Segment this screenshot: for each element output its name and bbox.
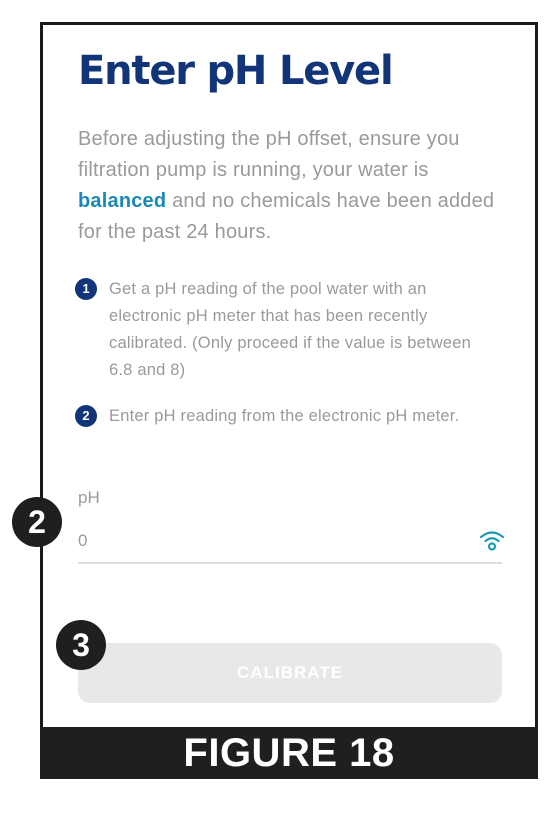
intro-text-after: and no chemicals have been added for the past 24 hours. (78, 190, 495, 243)
callout-marker-2: 2 (12, 497, 62, 547)
instruction-step-2 (75, 403, 495, 430)
intro-text-before: Before adjusting the pH offset, ensure you filtration pump is running, your water is (78, 128, 460, 181)
step-number-badge: 2 (75, 405, 97, 427)
step-text: Enter pH reading from the electronic pH meter. (109, 407, 460, 425)
page-title: Enter pH Level (78, 48, 393, 94)
ph-input[interactable] (78, 526, 468, 556)
instruction-step-1 (75, 276, 495, 384)
balanced-link[interactable]: balanced (78, 190, 167, 212)
callout-marker-3: 3 (56, 620, 106, 670)
bluetooth-signal-icon[interactable] (478, 528, 506, 552)
step-text: Get a pH reading of the pool water with an electronic pH meter that has been recently calibrated. (Only proceed if the value is between 6.8 and 8) (109, 280, 471, 379)
ph-field-label: pH (78, 488, 100, 507)
intro-text (78, 124, 498, 248)
calibrate-button[interactable]: CALIBRATE (78, 643, 502, 703)
step-number-badge: 1 (75, 278, 97, 300)
figure-caption: FIGURE 18 (40, 727, 538, 779)
ph-input-underline (78, 562, 502, 564)
